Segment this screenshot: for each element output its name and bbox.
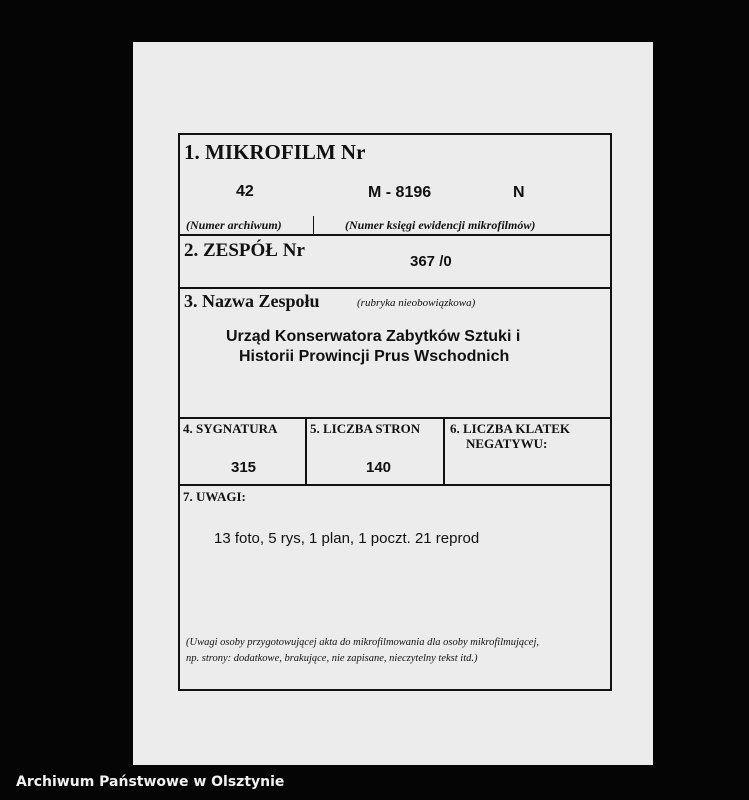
- divider: [313, 216, 314, 234]
- collection-name-line2: Historii Prowincji Prus Wschodnich: [239, 348, 510, 365]
- divider: [178, 287, 612, 289]
- archive-number-caption: (Numer archiwum): [186, 218, 282, 232]
- section3-note: (rubryka nieobowiązkowa): [357, 297, 476, 309]
- collection-number: 367 /0: [410, 253, 452, 270]
- section3-title: 3. Nazwa Zespołu: [184, 291, 320, 311]
- archive-number: 42: [236, 183, 254, 200]
- archive-footer-label: Archiwum Państwowe w Olsztynie: [16, 774, 285, 790]
- section4-title: 4. SYGNATURA: [183, 421, 278, 436]
- remarks-value: 13 foto, 5 rys, 1 plan, 1 poczt. 21 reprod: [214, 530, 480, 547]
- divider: [305, 417, 307, 485]
- register-flag: N: [513, 184, 525, 201]
- microfilm-form: [178, 133, 612, 691]
- section1-title: 1. MIKROFILM Nr: [184, 140, 366, 164]
- remarks-note-line2: np. strony: dodatkowe, brakujące, nie zapisane, nieczytelny tekst itd.): [186, 653, 478, 664]
- section6-title-line1: 6. LICZBA KLATEK: [450, 421, 571, 436]
- remarks-note-line1: (Uwagi osoby przygotowującej akta do mikrofilmowania dla osoby mikrofilmującej,: [186, 637, 539, 648]
- divider: [178, 417, 612, 419]
- register-number: M - 8196: [368, 184, 432, 201]
- section6-title-line2: NEGATYWU:: [466, 436, 548, 451]
- section2-title: 2. ZESPÓŁ Nr: [184, 240, 305, 261]
- register-number-caption: (Numer księgi ewidencji mikrofilmów): [345, 218, 536, 232]
- section7-title: 7. UWAGI:: [183, 489, 246, 504]
- divider: [178, 234, 612, 236]
- collection-name-line1: Urząd Konserwatora Zabytków Sztuki i: [226, 328, 521, 345]
- divider: [178, 484, 612, 486]
- section5-title: 5. LICZBA STRON: [310, 421, 421, 436]
- signature-value: 315: [231, 459, 257, 476]
- divider: [443, 417, 445, 485]
- page-count-value: 140: [366, 459, 392, 476]
